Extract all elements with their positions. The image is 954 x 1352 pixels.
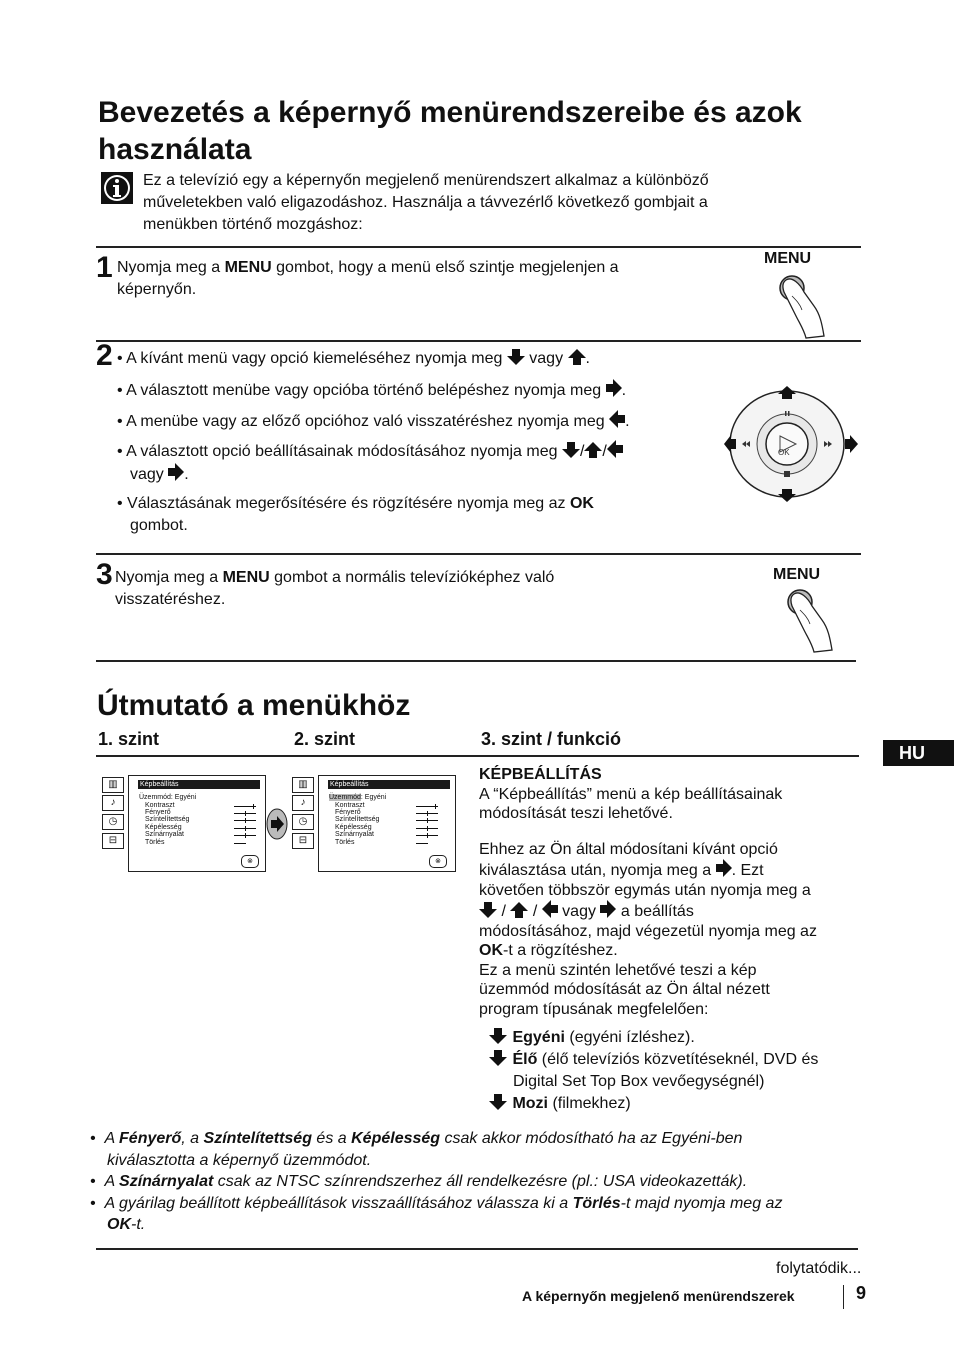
note-1: • A Fényerő, a Színtelítettség és a Képélesség csak akkor módosítható ha az Egyéni-ben xyxy=(90,1130,743,1147)
arrow-right-icon xyxy=(606,379,622,397)
mode-option xyxy=(488,1049,878,1071)
remote-navigation-pad xyxy=(724,383,860,505)
text: gombot, hogy a menü első szintje megjelenjen a xyxy=(271,259,619,276)
notes xyxy=(90,1128,880,1236)
step-2-bullet-5 xyxy=(117,493,717,537)
arrow-down-icon xyxy=(562,442,580,458)
text: Színárnyalat xyxy=(119,1173,214,1190)
ok-keyword: OK xyxy=(569,495,594,512)
text: A xyxy=(104,1130,120,1147)
arrow-right-icon xyxy=(600,900,616,918)
menu-line: Üzemmód: Egyéni xyxy=(139,794,197,801)
column-heading-level-1: 1. szint xyxy=(98,729,160,749)
text: . xyxy=(184,466,189,483)
divider xyxy=(96,1248,858,1250)
timer-menu-icon: ◷ xyxy=(102,814,124,830)
menu-keyword: MENU xyxy=(222,569,270,586)
menu-line: Színtelítettség xyxy=(145,816,190,823)
text: (egyéni ízléshez). xyxy=(564,1029,695,1046)
arrow-down-icon xyxy=(479,902,497,918)
text: üzemmód módosítását az Ön által nézett xyxy=(479,981,770,998)
text: A “Képbeállítás” menü a kép beállításainak xyxy=(479,785,783,803)
menu-button-label: MENU xyxy=(773,566,821,583)
arrow-down-icon xyxy=(488,1094,508,1110)
mode-option xyxy=(488,1027,878,1049)
arrow-left-icon xyxy=(542,900,558,918)
slider-tick xyxy=(245,811,246,816)
slider-bar xyxy=(416,843,428,844)
divider xyxy=(96,755,859,757)
setup-menu-icon: ⊟ xyxy=(292,833,314,849)
text: , a xyxy=(181,1130,204,1147)
page-number: 9 xyxy=(856,1283,867,1303)
arrow-up-icon xyxy=(568,349,586,365)
menu-line: Kontraszt xyxy=(335,802,365,809)
mode-option xyxy=(488,1093,878,1115)
menu-keyword: MENU xyxy=(224,259,272,276)
text: A gyárilag beállított képbeállítások visszaállításához válassza ki a xyxy=(104,1194,573,1212)
menu-line: Képélesség xyxy=(335,824,372,831)
arrow-left-icon xyxy=(607,440,623,458)
slider-tick xyxy=(245,818,246,823)
text: • Választásának megerősítésére és rögzítésére nyomja meg az xyxy=(117,495,570,512)
slider-tick xyxy=(245,826,246,831)
text: vagy xyxy=(130,466,164,483)
text: / xyxy=(532,903,538,920)
page-title xyxy=(98,94,802,168)
navigate-right-icon xyxy=(266,808,288,840)
picture-menu-icon: ▥ xyxy=(102,777,124,793)
step-3-number: 3 xyxy=(96,558,113,591)
text: . Ezt xyxy=(731,862,764,879)
text: Fényerő xyxy=(119,1130,182,1147)
info-icon xyxy=(101,172,133,204)
title-line-2: használata xyxy=(98,133,252,166)
level-3-description xyxy=(479,765,869,1019)
text: módosításához, majd végezetül nyomja meg az xyxy=(479,922,817,940)
menu-line: Kontraszt xyxy=(145,802,175,809)
slider-bar xyxy=(234,843,246,844)
text: (filmekhez) xyxy=(548,1095,631,1112)
text: / xyxy=(579,443,585,460)
menu-line: Fényerő xyxy=(335,809,361,816)
slider-tick xyxy=(427,833,428,838)
text: -t majd nyomja meg az xyxy=(620,1194,783,1212)
text: Képélesség xyxy=(351,1130,441,1147)
section-title: Útmutató a menükhöz xyxy=(97,689,411,722)
text: visszatéréshez. xyxy=(115,591,226,608)
mode-options xyxy=(488,1027,878,1115)
title-line-1: Bevezetés a képernyő menürendszereibe és azok xyxy=(98,96,802,129)
slider-tick xyxy=(427,818,428,823)
text: -t a rögzítéshez. xyxy=(503,942,618,959)
text: Digital Set Top Box vevőegységnél) xyxy=(513,1073,765,1090)
text: vagy xyxy=(529,350,564,367)
text: gombot a normális televízióképhez való xyxy=(269,569,555,586)
hand-pressing-menu-button-icon xyxy=(770,270,830,340)
text: / xyxy=(602,443,607,460)
menu-screen-level-1 xyxy=(128,775,266,872)
slider-tick xyxy=(427,811,428,816)
option-name: Élő xyxy=(512,1051,538,1068)
text: Törlés xyxy=(572,1194,621,1212)
picture-menu-icon: ▥ xyxy=(292,777,314,793)
menu-screen-level-2 xyxy=(318,775,456,872)
step-2-bullet-4 xyxy=(117,440,717,486)
menu-screen-title: Képbeállítás xyxy=(138,780,260,789)
text: Ez a menü szintén lehetővé teszi a kép xyxy=(479,961,757,979)
arrow-right-icon xyxy=(168,463,184,481)
step-2-number: 2 xyxy=(96,339,113,372)
step-2-bullet-2 xyxy=(117,379,626,402)
ok-icon: ⊗ xyxy=(429,855,447,868)
option-name: Mozi xyxy=(512,1095,548,1112)
text: . xyxy=(585,350,590,367)
sound-menu-icon: ♪ xyxy=(102,795,124,811)
step-1-text xyxy=(117,257,737,301)
arrow-down-icon xyxy=(488,1028,508,1044)
intro-line: menükben történő mozgáshoz: xyxy=(143,216,363,233)
menu-line-highlighted xyxy=(329,794,386,802)
arrow-left-icon xyxy=(609,410,625,428)
divider xyxy=(96,246,861,248)
menu-line: Fényerő xyxy=(145,809,171,816)
text: : Egyéni xyxy=(360,794,387,801)
step-2-bullet-3 xyxy=(117,410,630,433)
intro-text xyxy=(143,170,823,236)
level-3-heading: KÉPBEÁLLÍTÁS xyxy=(479,766,602,783)
text: • A menübe vagy az előző opcióhoz való visszatéréshez nyomja meg xyxy=(117,413,605,430)
menu-line: Törlés xyxy=(335,839,355,846)
text: módosítását teszi lehetővé. xyxy=(479,805,673,822)
option-name: Egyéni xyxy=(512,1029,565,1046)
column-heading-level-2: 2. szint xyxy=(294,729,356,749)
note-2: • A Színárnyalat csak az NTSC színrendszerhez áll rendelkezésre (pl.: USA videokazetták). xyxy=(90,1173,748,1190)
menu-line: Törlés xyxy=(145,839,165,846)
text: • A választott opció beállításainak módosításához nyomja meg xyxy=(117,443,558,460)
text: Nyomja meg a xyxy=(117,259,225,276)
text: -t. xyxy=(131,1216,146,1233)
text: . xyxy=(621,382,627,399)
column-heading-level-3: 3. szint / funkció xyxy=(481,729,622,749)
arrow-right-icon xyxy=(716,859,732,877)
timer-menu-icon: ◷ xyxy=(292,814,314,830)
text: Színtelítettség xyxy=(203,1130,312,1147)
text: követően többször egymás után nyomja meg a xyxy=(479,881,811,899)
step-1-number: 1 xyxy=(96,251,113,284)
arrow-up-icon xyxy=(584,442,602,458)
highlighted-option: Üzemmód xyxy=(329,794,361,801)
ok-button-label: OK xyxy=(778,448,790,457)
text: és a xyxy=(311,1130,352,1147)
step-3-text xyxy=(115,567,735,611)
step-2-bullet-1 xyxy=(117,348,590,370)
text: (élő televíziós közvetítéseknél, DVD és xyxy=(537,1051,819,1068)
divider xyxy=(96,660,856,662)
slider-tick xyxy=(427,826,428,831)
menu-line: Színárnyalat xyxy=(335,831,374,838)
ok-icon: ⊗ xyxy=(241,855,259,868)
ok-keyword: OK xyxy=(479,942,503,959)
divider xyxy=(96,553,861,555)
menu-button-label: MENU xyxy=(764,250,812,267)
text: a beállítás xyxy=(620,903,694,920)
arrow-down-icon xyxy=(488,1050,508,1066)
arrow-down-icon xyxy=(507,349,525,365)
continued-label: folytatódik... xyxy=(776,1260,862,1277)
menu-line: Színtelítettség xyxy=(335,816,380,823)
text: képernyőn. xyxy=(117,281,197,298)
text: Nyomja meg a xyxy=(115,569,223,586)
text: vagy xyxy=(562,903,596,920)
slider-tick xyxy=(435,804,436,809)
footer-separator xyxy=(843,1285,844,1309)
text: A xyxy=(104,1173,120,1190)
divider xyxy=(96,340,861,342)
text: program típusának megfelelően: xyxy=(479,1000,709,1018)
setup-menu-icon: ⊟ xyxy=(102,833,124,849)
slider-tick xyxy=(245,833,246,838)
slider-tick xyxy=(253,804,254,809)
text: . xyxy=(625,413,630,430)
text: / xyxy=(501,903,506,920)
text: kiválasztotta a képernyő üzemmódot. xyxy=(107,1151,372,1169)
text: csak az NTSC színrendszerhez áll rendelkezésre (pl.: USA videokazetták). xyxy=(213,1173,748,1190)
footer-section-title: A képernyőn megjelenő menürendszerek xyxy=(522,1288,795,1304)
text: • A választott menübe vagy opcióba történő belépéshez nyomja meg xyxy=(117,382,602,399)
menu-line: Színárnyalat xyxy=(145,831,184,838)
menu-screen-title: Képbeállítás xyxy=(328,780,450,789)
text: • A kívánt menü vagy opció kiemeléséhez nyomja meg xyxy=(117,350,503,367)
text: csak akkor módosítható ha az Egyéni-ben xyxy=(440,1130,743,1147)
text: OK xyxy=(107,1216,131,1233)
note-3: • A gyárilag beállított képbeállítások visszaállításához válassza ki a Törlés-t majd nyomja meg az xyxy=(90,1194,783,1212)
language-tab: HU xyxy=(883,740,954,766)
intro-line: műveletekben való eligazodáshoz. Használja a távvezérlő következő gombjait a xyxy=(143,194,708,211)
text: gombot. xyxy=(130,517,188,534)
text: kiválasztása után, nyomja meg a xyxy=(479,862,712,879)
arrow-up-icon xyxy=(510,902,528,918)
sound-menu-icon: ♪ xyxy=(292,795,314,811)
menu-line: Képélesség xyxy=(145,824,182,831)
hand-pressing-menu-button-icon xyxy=(780,584,840,654)
intro-line: Ez a televízió egy a képernyőn megjelenő menürendszert alkalmaz a különböző xyxy=(143,172,709,189)
text: Ehhez az Ön által módosítani kívánt opció xyxy=(479,840,778,858)
